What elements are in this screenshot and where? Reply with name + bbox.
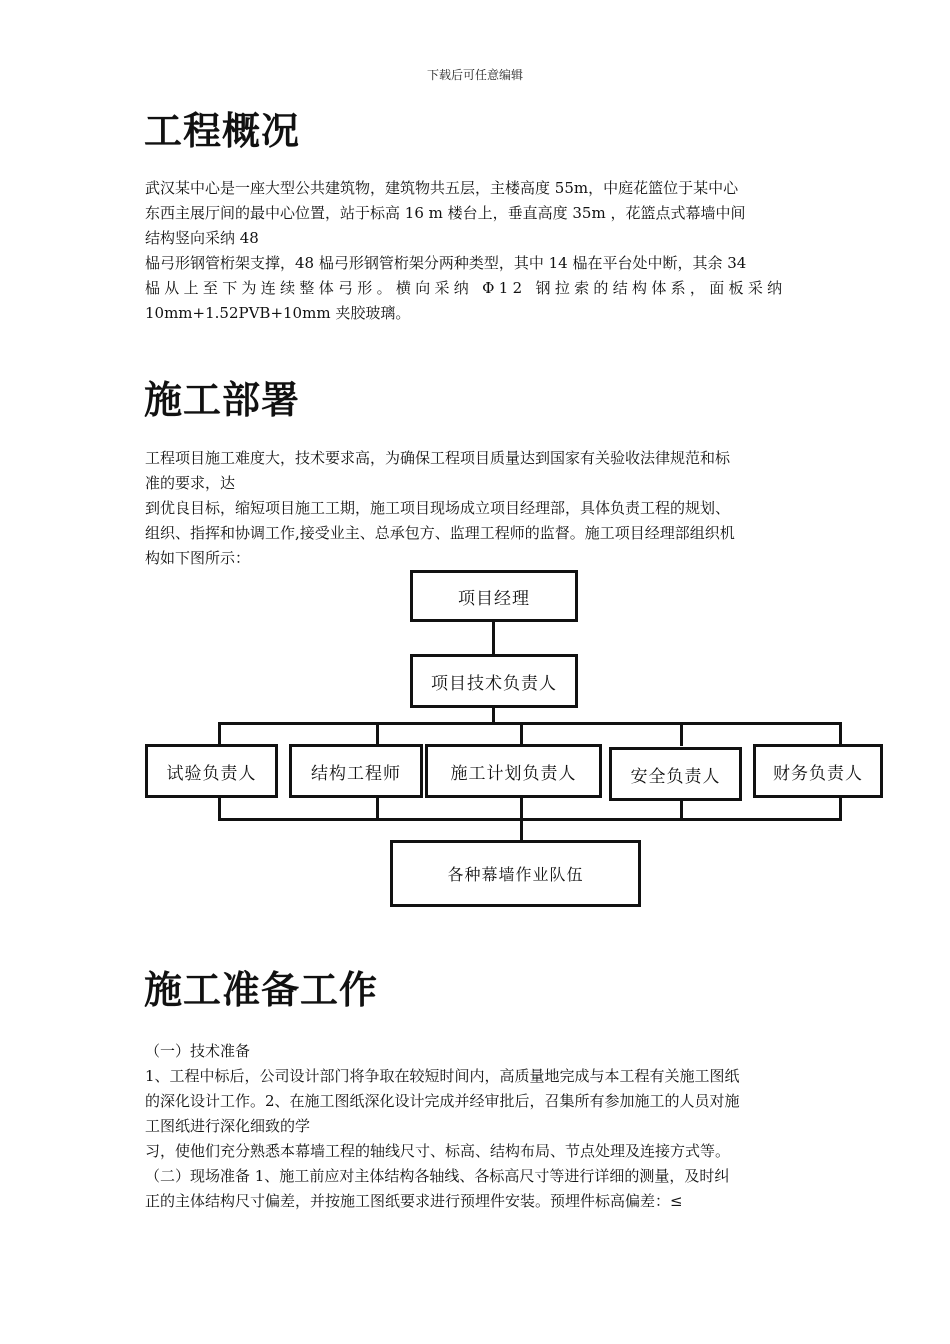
org-box-label: 施工计划负责人: [450, 763, 577, 784]
connector-line: [492, 620, 495, 656]
connector-line: [520, 722, 523, 746]
text-line: 工程项目施工难度大，技术要求高，为确保工程项目质量达到国家有关验收法律规范和标: [145, 449, 731, 467]
section-title-overview: 工程概况: [144, 109, 301, 153]
connector-line: [839, 722, 842, 746]
text-line: 榀弓形钢管桁架支撑，48 榀弓形钢管桁架分两种类型，其中 14 榀在平台处中断，其余 34: [145, 254, 747, 272]
text-line: 工图纸进行深化细致的学: [145, 1117, 311, 1135]
org-box-curtain-wall-teams: [390, 840, 641, 907]
connector-line: [218, 722, 221, 746]
org-box-label: 各种幕墙作业队伍: [447, 865, 584, 884]
org-box-label: 项目经理: [458, 588, 530, 609]
text-line: 10mm+1.52PVB+10mm 夹胶玻璃。: [145, 304, 411, 322]
text-line: 武汉某中心是一座大型公共建筑物，建筑物共五层，主楼高度 55m，中庭花篮位于某中心: [145, 179, 739, 197]
deployment-paragraph: [145, 446, 807, 571]
text-line: 结构竖向采纳 48: [145, 229, 259, 247]
org-box-label: 结构工程师: [311, 763, 401, 784]
org-box-project-manager: [410, 570, 578, 622]
text-line: 的深化设计工作。2、在施工图纸深化设计完成并经审批后，召集所有参加施工的人员对施: [145, 1092, 740, 1110]
org-box-label: 安全负责人: [630, 766, 721, 787]
connector-line: [218, 818, 842, 821]
text-line: 准的要求，达: [145, 474, 236, 492]
text-line: 东西主展厅间的最中心位置，站于标高 16 m 楼台上，垂直高度 35m ，花篮点式幕墙中间: [145, 204, 746, 222]
org-box-tech-lead: [410, 654, 578, 708]
org-box-label: 试验负责人: [166, 763, 257, 784]
overview-paragraph: [145, 176, 807, 326]
org-box-finance-lead: [753, 744, 883, 798]
org-box-test-lead: [145, 744, 278, 798]
text-line: 构如下图所示：: [145, 549, 251, 567]
text-line: 习，使他们充分熟悉本幕墙工程的轴线尺寸、标高、结构布局、节点处理及连接方式等。: [145, 1142, 731, 1160]
text-line: （一）技术准备: [145, 1042, 251, 1060]
connector-line: [680, 722, 683, 746]
text-line: 1、工程中标后，公司设计部门将争取在较短时间内，高质量地完成与本工程有关施工图纸: [145, 1067, 740, 1085]
org-box-safety-lead: [609, 747, 742, 801]
text-line: （二）现场准备 1、施工前应对主体结构各轴线、各标高尺寸等进行详细的测量，及时纠: [145, 1167, 730, 1185]
connector-line: [218, 722, 842, 725]
org-box-structural-engineer: [289, 744, 423, 798]
org-box-construction-planner: [425, 744, 602, 798]
section-title-preparation: 施工准备工作: [144, 968, 379, 1012]
text-line: 榀从上至下为连续整体弓形。横向采纳 Φ12 钢拉索的结构体系，面板采纳: [145, 279, 787, 297]
section-title-deployment: 施工部署: [144, 378, 301, 422]
text-line: 到优良目标，缩短项目施工工期，施工项目现场成立项目经理部，具体负责工程的规划、: [145, 499, 731, 517]
preparation-paragraph: [145, 1039, 807, 1214]
text-line: 组织、指挥和协调工作,接受业主、总承包方、监理工程师的监督。施工项目经理部组织机: [145, 524, 735, 542]
org-box-label: 财务负责人: [773, 763, 863, 784]
text-line: 正的主体结构尺寸偏差，并按施工图纸要求进行预埋件安装。预埋件标高偏差：≤: [145, 1192, 683, 1210]
connector-line: [376, 722, 379, 746]
org-box-label: 项目技术负责人: [431, 673, 557, 694]
header-note: 下载后可任意编辑: [426, 68, 523, 82]
